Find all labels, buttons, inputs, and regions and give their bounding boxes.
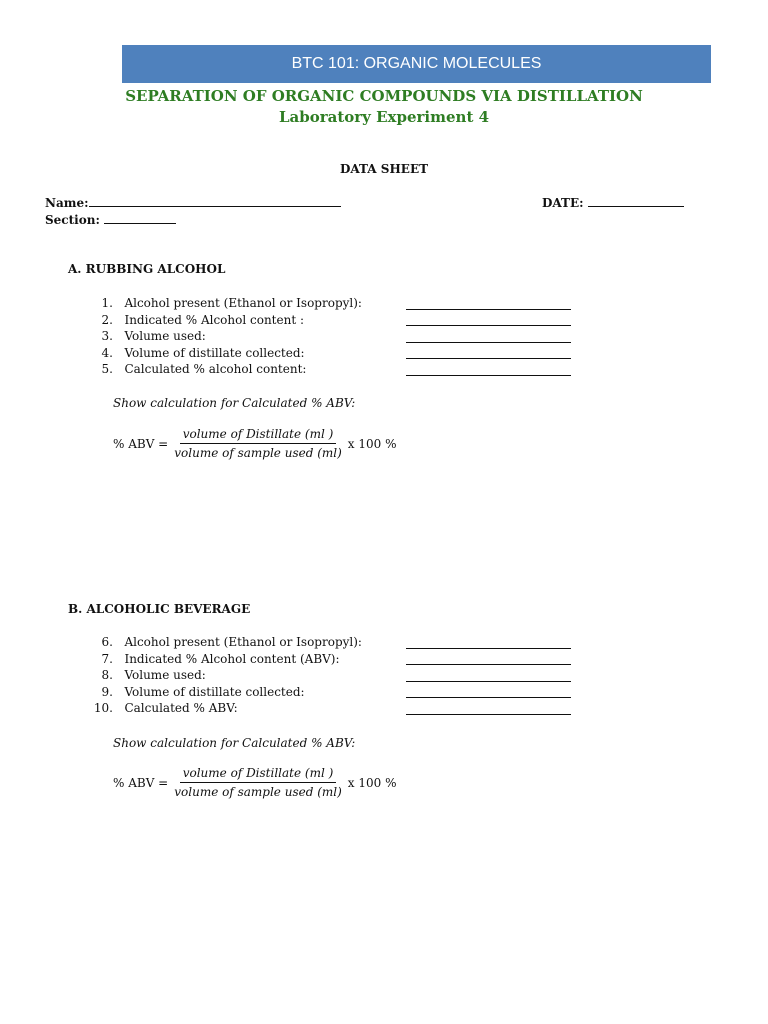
list-item: 5. Calculated % alcohol content:: [101, 362, 307, 376]
list-item: 8. Volume used:: [101, 668, 206, 682]
date-field: [542, 195, 684, 210]
formula-numerator: volume of Distillate (ml ): [180, 427, 337, 444]
list-item: 3. Volume used:: [101, 329, 206, 343]
formula-rhs: x 100 %: [347, 436, 397, 451]
experiment-subtitle: Laboratory Experiment 4: [278, 108, 490, 126]
list-item: 1. Alcohol present (Ethanol or Isopropyl):: [101, 296, 362, 310]
formula-denominator: volume of sample used (ml): [174, 785, 342, 799]
section-a-calc-note: Show calculation for Calculated % ABV:: [113, 396, 356, 410]
date-label: DATE:: [542, 196, 584, 210]
formula-numerator: volume of Distillate (ml ): [180, 766, 337, 783]
section-a-formula: [113, 427, 397, 460]
formula-lhs: % ABV =: [113, 775, 169, 790]
section-a-list: [89, 295, 362, 378]
list-item: 4. Volume of distillate collected:: [101, 345, 305, 360]
formula-fraction: [171, 427, 345, 460]
section-b-heading: B. ALCOHOLIC BEVERAGE: [68, 602, 251, 616]
formula-rhs: x 100 %: [347, 775, 397, 790]
section-b-list: [89, 634, 362, 717]
experiment-title: SEPARATION OF ORGANIC COMPOUNDS VIA DISTILLATION: [125, 87, 643, 105]
date-blank[interactable]: [588, 195, 684, 207]
list-item: 9. Volume of distillate collected:: [101, 684, 305, 699]
section-field: [45, 212, 176, 227]
name-field: [45, 195, 341, 210]
list-item: 2. Indicated % Alcohol content :: [101, 312, 305, 327]
section-b-calc-note: Show calculation for Calculated % ABV:: [113, 736, 356, 750]
section-blank[interactable]: [104, 212, 176, 224]
course-title: BTC 101: ORGANIC MOLECULES: [291, 55, 542, 72]
course-banner: [122, 45, 711, 83]
formula-lhs: % ABV =: [113, 436, 169, 451]
section-a-heading: A. RUBBING ALCOHOL: [68, 262, 226, 276]
formula-denominator: volume of sample used (ml): [174, 446, 342, 460]
list-item: 7. Indicated % Alcohol content (ABV):: [101, 651, 340, 666]
sheet-label: DATA SHEET: [339, 162, 429, 176]
section-b-formula: [113, 766, 397, 799]
list-item: 6. Alcohol present (Ethanol or Isopropyl):: [101, 635, 362, 649]
name-label: Name:: [45, 196, 89, 210]
name-blank[interactable]: [89, 195, 341, 207]
formula-fraction: [171, 766, 345, 799]
section-label: Section:: [45, 213, 100, 227]
list-item: 10. Calculated % ABV:: [93, 701, 238, 715]
